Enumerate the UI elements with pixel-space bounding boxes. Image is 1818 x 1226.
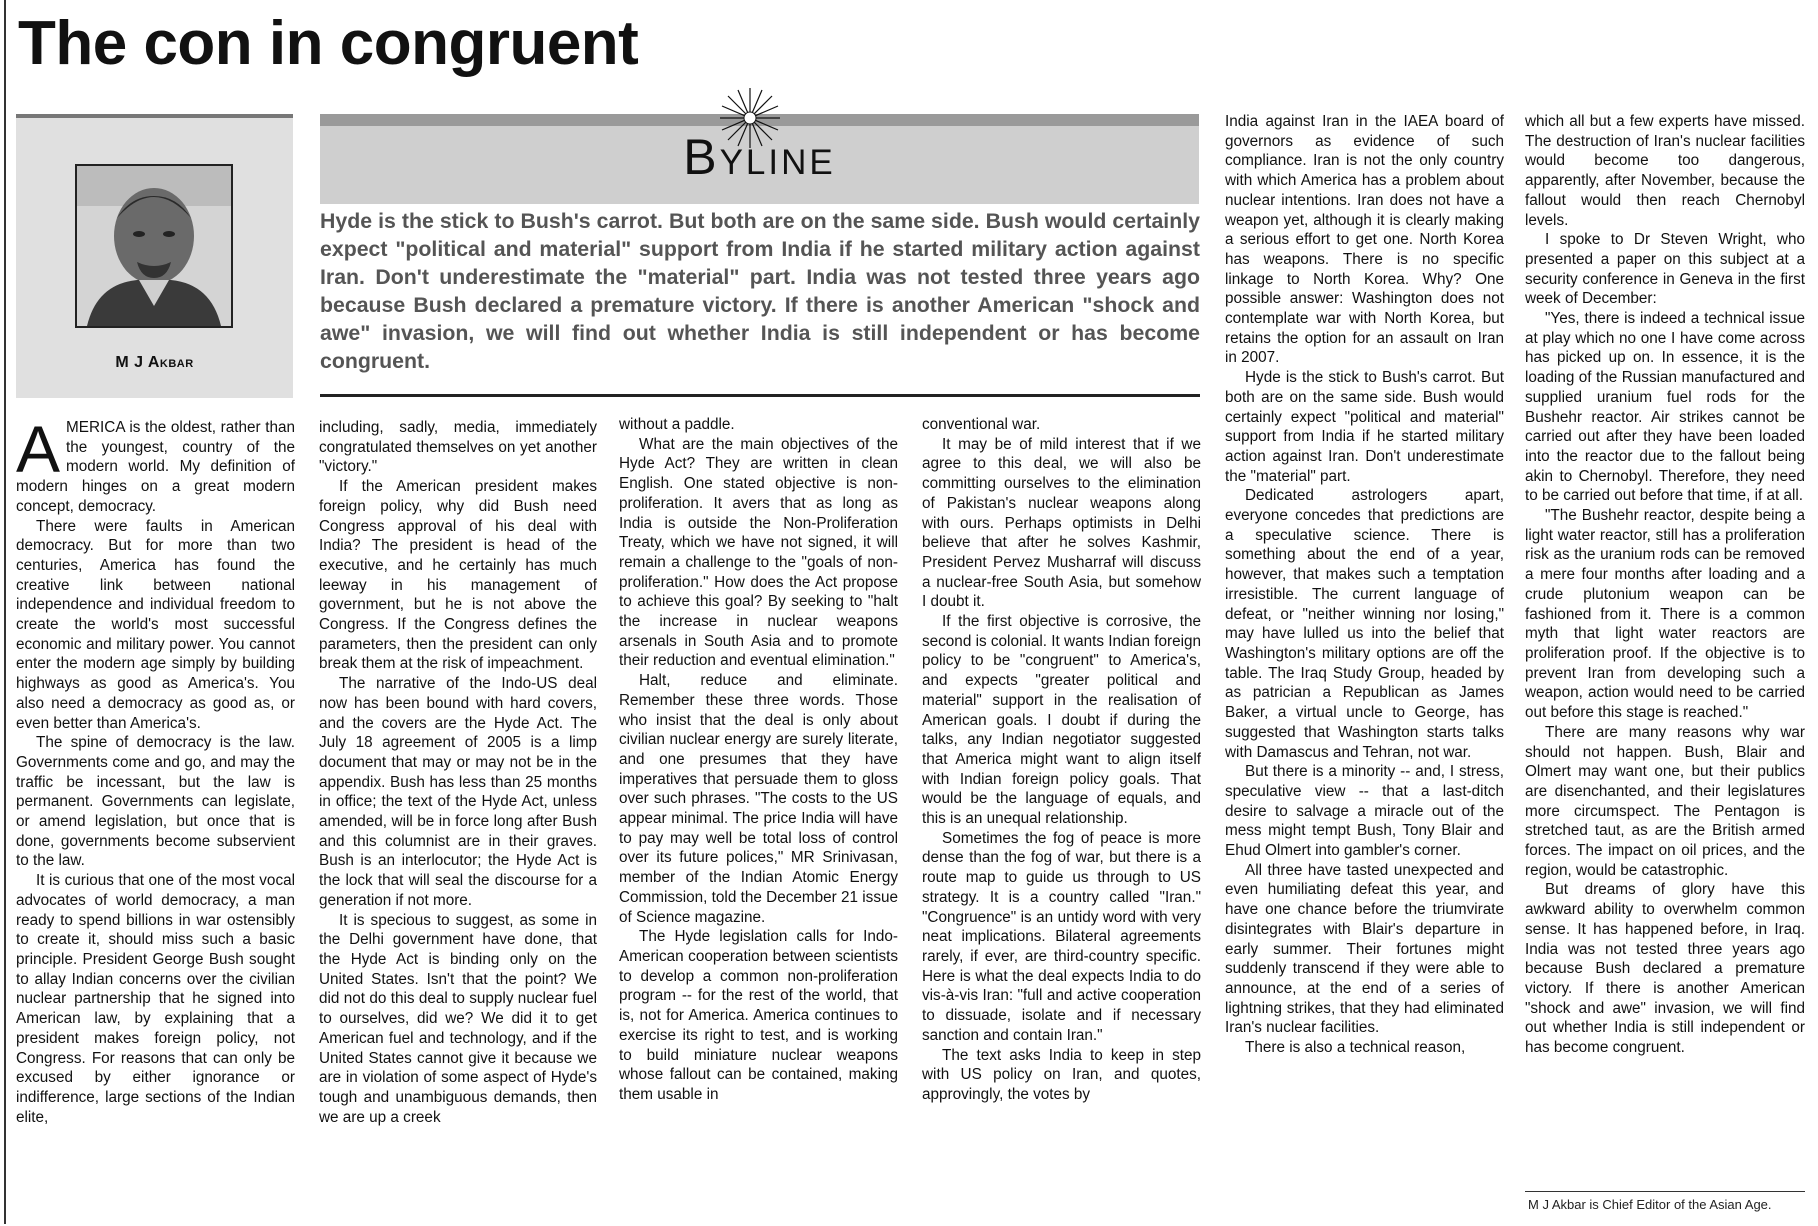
paragraph: It may be of mild interest that if we agree to this deal, we will also be committing ourselves to the elimination of Pakistan's nuclear weapons along with ours. Perhaps optimists in Delhi believe that after he solves Kashmir, President Pervez Musharraf will discuss a nuclear-free South Asia, but somehow I doubt it. xyxy=(922,435,1201,611)
headline: The con in congruent xyxy=(18,9,639,78)
article-column-3 xyxy=(619,415,898,1224)
paragraph: The Hyde legislation calls for Indo-American cooperation between scientists to develop a common non-proliferation program -- for the rest of the world, that is, not for America. America continues to exercise its right to test, and is working to build miniature nuclear weapons whose fallout can be contained, making them usable in xyxy=(619,928,898,1103)
paragraph: If the American president makes foreign policy, why did Bush need Congress approval of his deal with India? The president is head of the executive, and he certainly has much leeway in his management of government, but he is not above the Congress. If the Congress defines the parameters, then the president can only break them at the risk of impeachment. xyxy=(319,478,597,673)
paragraph: All three have tasted unexpected and even humiliating defeat this year, and have one chance before the triumvirate disintegrates with Blair's departure in early summer. Their fortunes might suddenly transcend if they were able to announce, at the end of a series of lightning strikes, that they had eliminated Iran's nuclear facilities. xyxy=(1225,861,1504,1037)
paragraph: There is also a technical reason, xyxy=(1245,1039,1466,1057)
author-footnote: M J Akbar is Chief Editor of the Asian Age. xyxy=(1528,1197,1772,1212)
paragraph: If the first objective is corrosive, the second is colonial. It wants Indian foreign policy to be "congruent" to America's, and expects "greater political and material" support in the realisation of American goals. I doubt if during the talks, any Indian negotiator suggested that America might want to align itself with Indian foreign policy goals. That would be the language of equals, and this is an unequal relationship. xyxy=(922,613,1201,828)
paragraph: India against Iran in the IAEA board of governors as evidence of such compliance. Iran is not the only country with which America has a problem about nuclear intentions. Iran does not have a weapon yet, although it is clearly making a serious effort to get one. North Korea has weapons. There is no specific linkage to North Korea. Why? One possible answer: Washington does not contemplate war with North Korea, but retains the option for an assault on Iran in 2007. xyxy=(1225,113,1504,367)
article-column-5 xyxy=(1225,112,1504,1224)
article-column-4 xyxy=(922,415,1201,1224)
paragraph: which all but a few experts have missed. The destruction of Iran's nuclear facilities would become too dangerous, apparently, after November, because the fallout would then reach Chernobyl levels. xyxy=(1525,113,1805,229)
paragraph: Hyde is the stick to Bush's carrot. But both are on the same side. Bush would certainly expect "political and material" support from India if he started military action against Iran. Don't underestimate the "material" part. xyxy=(1225,369,1504,485)
paragraph: conventional war. xyxy=(922,416,1041,433)
author-box xyxy=(16,114,293,398)
paragraph: It is curious that one of the most vocal advocates of world democracy, a man ready to spend billions in war ostensibly to create it, should miss such a basic principle. President George Bush sought to allay Indian concerns over the civilian nuclear partnership that he signed into American law, by explaining that a president makes foreign policy, not Congress. For reasons that can only be excused by either ignorance or indifference, large sections of the Indian elite, xyxy=(16,872,295,1126)
paragraph: without a paddle. xyxy=(619,416,735,433)
byline-label: Byline xyxy=(683,129,836,185)
drop-cap: A xyxy=(16,418,61,486)
author-portrait-icon xyxy=(75,164,233,328)
pull-quote-rule xyxy=(320,394,1200,397)
paragraph: The narrative of the Indo-US deal now has been bound with hard covers, and the covers are the Hyde Act. The July 18 agreement of 2005 is a limp document that may or may not be in the appendix. Bush has less than 25 months in office; the text of the Hyde Act, unless amended, will be in force long after Bush and this columnist are in their graves. Bush is an interlocutor; the Hyde Act is the lock that will seal the discourse for a generation if not more. xyxy=(319,675,597,909)
paragraph: The spine of democracy is the law. Governments come and go, and may the traffic be incessant, but the law is permanent. Governments can legislate, or amend legislation, but once that is done, governments become subservient to the law. xyxy=(16,734,295,870)
paragraph: The text asks India to keep in step with US policy on Iran, and quotes, approvingly, the votes by xyxy=(922,1046,1201,1103)
paragraph: There are many reasons why war should not happen. Bush, Blair and Olmert may want one, but their publics are disenchanted, and their legislatures more circumspect. The Pentagon is stretched taut, as are the British armed forces. The impact on oil prices, and the region, would be catastrophic. xyxy=(1525,723,1805,879)
article-column-6 xyxy=(1525,112,1805,1192)
paragraph: There were faults in American democracy. But for more than two centuries, America has found the creative link between national independence and individual freedom to create the world's most successful economic and military power. You cannot enter the modern age simply by building highways as good as America's. You also need a democracy as good as, or even better than America's. xyxy=(16,517,295,732)
footnote-rule xyxy=(1525,1191,1805,1192)
paragraph: It is specious to suggest, as some in the Delhi government have done, that the Hyde Act is binding only on the United States. Isn't that the point? We did not do this deal to supply nuclear fuel to ourselves, did we? We did it to get American fuel and technology, and if the United States cannot give it because we are in violation of some aspect of Hyde's tough and unambiguous demands, then we are up a creek xyxy=(319,911,597,1126)
article-column-1 xyxy=(16,418,295,1224)
article-column-2 xyxy=(319,418,597,1224)
pull-quote: Hyde is the stick to Bush's carrot. But both are on the same side. Bush would certainly expect "political and material" support from India if he started military action against Iran. Don't underestimate the "material" part. India was not tested three years ago because Bush declared a premature victory. If there is another American "shock and awe" invasion, we will find out whether India is still independent or has become congruent. xyxy=(320,209,1200,373)
paragraph: But there is a minority -- and, I stress, speculative view -- that a last-ditch desire to salvage a miracle out of the mess might tempt Bush, Tony Blair and Ehud Olmert into gambler's corner. xyxy=(1225,763,1504,860)
paragraph: including, sadly, media, immediately congratulated themselves on yet another "victory." xyxy=(319,419,597,476)
paragraph: "The Bushehr reactor, despite being a light water reactor, still has a proliferation risk as the uranium rods can be removed a mere four months after loading and a crude plutonium weapon can be fashioned from it. There is a common myth that light water reactors are proliferation proof. If the objective is to prevent Iran from developing such a weapon, action would need to be carried out before this stage is reached." xyxy=(1525,507,1805,722)
paragraph: I spoke to Dr Steven Wright, who presented a paper on this subject at a security conference in Geneva in the first week of December: xyxy=(1525,231,1805,308)
author-name: M J Akbar xyxy=(115,354,194,371)
paragraph: But dreams of glory have this awkward ability to overwhelm common sense. It has happened before, in Iraq. India was not tested three years ago because Bush declared a premature victory. If there is another American "shock and awe" invasion, we will find out whether India is still independent or has become congruent. xyxy=(1525,881,1805,1057)
paragraph: Halt, reduce and eliminate. Remember these three words. Those who insist that the deal is only about civilian nuclear energy are surely literate, and one presumes that they have imperatives that persuade them to gloss over such phrases. "The costs to the US appear minimal. The price India will have to pay may well be total loss of control over its future polices," MR Srinivasan, member of the Indian Atomic Energy Commission, told the December 21 issue of Science magazine. xyxy=(619,672,898,926)
paragraph: What are the main objectives of the Hyde Act? They are written in clean English. One stated objective is non-proliferation. It avers that as long as India is outside the Non-Proliferation Treaty, which we have not signed, it will remain a challenge to the "goals of non-proliferation." How does the Act propose to achieve this goal? By seeking to "halt the increase in nuclear weapons arsenals in South Asia and to promote their reduction and eventual elimination." xyxy=(619,435,898,670)
paragraph: Sometimes the fog of peace is more dense than the fog of war, but there is a route map to guide us through to US strategy. It is a country called "Iran." "Congruence" is an untidy word with very neat implications. Bilateral agreements rarely, if ever, are third-country specific. Here is what the deal expects India to do vis-à-vis Iran: "full and active cooperation to dissuade, isolate and if necessary sanction and contain Iran." xyxy=(922,829,1201,1044)
paragraph: "Yes, there is indeed a technical issue at play which no one I have come across has picked up on. In essence, it is the loading of the Russian manufactured and supplied uranium fuel rods for the Bushehr reactor. Air strikes cannot be carried out after they have been loaded into the reactor due to the fallout being akin to Chernobyl. Therefore, they need to be carried out before that time, if at all. xyxy=(1525,310,1805,505)
paragraph: Dedicated astrologers apart, everyone concedes that predictions are a speculative science. There is something about the end of a year, however, that makes such a temptation irresistible. The current language of defeat, or "neither winning nor losing," may have lulled us into the belief that Washington's military options are off the table. The Iraq Study Group, headed by as patrician a Republican as James Baker, a virtual uncle to George, has suggested that Washington starts talks with Damascus and Tehran, not war. xyxy=(1225,487,1504,761)
paragraph: AMERICA is the oldest, rather than the youngest, country of the modern world. My definition of modern hinges on a great modern concept, democracy. xyxy=(16,418,295,515)
